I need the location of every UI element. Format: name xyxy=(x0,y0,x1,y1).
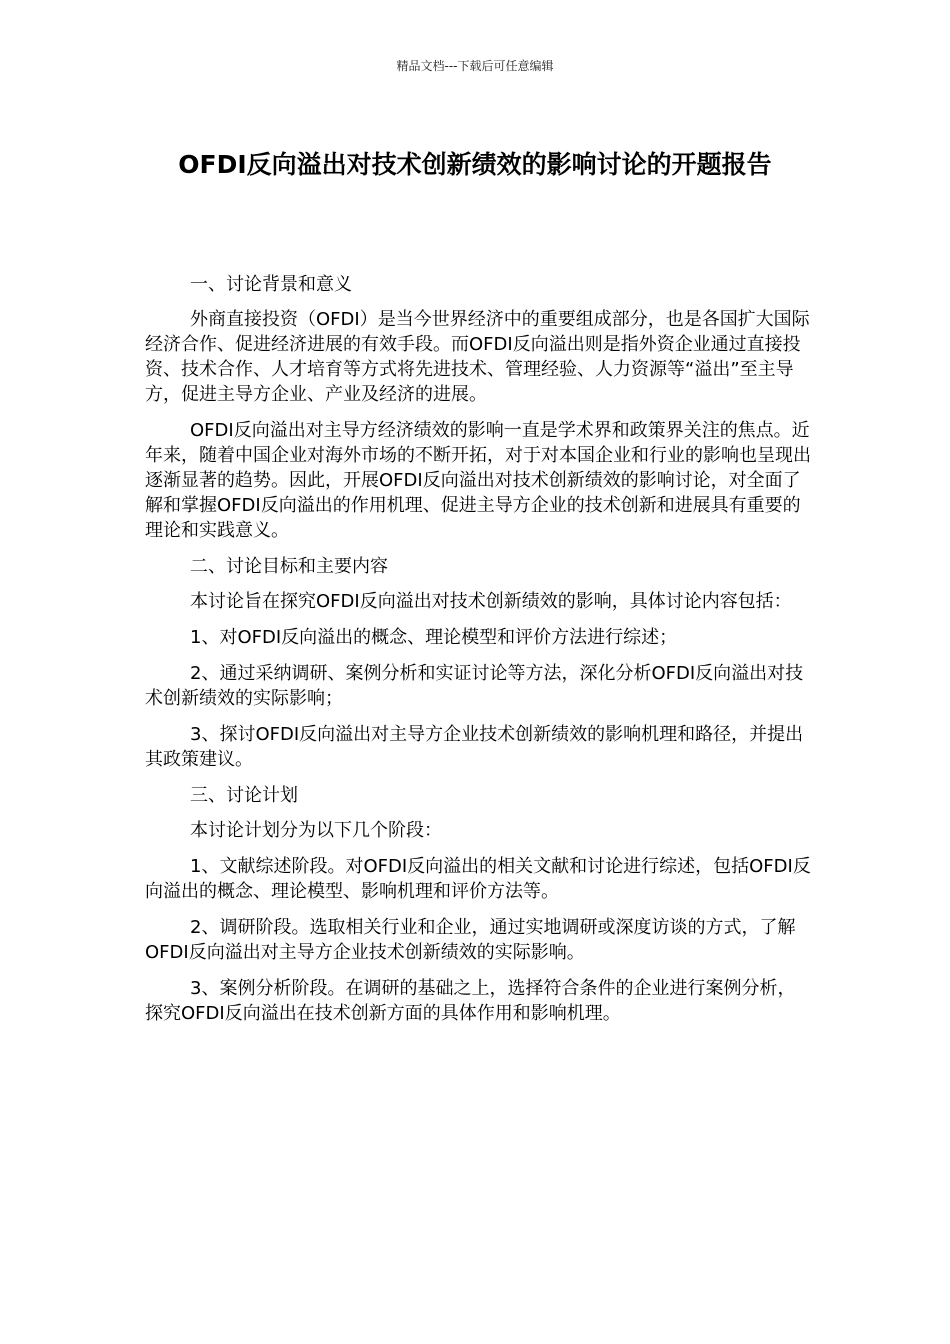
list-item: 1、文献综述阶段。对OFDI反向溢出的相关文献和讨论进行综述，包括OFDI反向溢出的概念、理论模型、影响机理和评价方法等。 xyxy=(145,856,811,902)
paragraph: 本讨论计划分为以下几个阶段： xyxy=(190,820,442,841)
list-item: 2、通过采纳调研、案例分析和实证讨论等方法，深化分析OFDI反向溢出对技术创新绩效的实际影响； xyxy=(145,663,804,709)
document-body xyxy=(145,272,813,1037)
section-heading-objectives: 二、讨论目标和主要内容 xyxy=(190,556,388,577)
paragraph: 本讨论旨在探究OFDI反向溢出对技术创新绩效的影响，具体讨论内容包括： xyxy=(190,591,792,612)
header-note: 精品文档---下载后可任意编辑 xyxy=(396,59,554,73)
paragraph: OFDI反向溢出对主导方经济绩效的影响一直是学术界和政策界关注的焦点。近年来，随着中国企业对海外市场的不断开拓，对于对本国企业和行业的影响也呈现出逐渐显著的趋势。因此，开展OFDI反向溢出对技术创新绩效的影响讨论，对全面了解和掌握OFDI反向溢出的作用机理、促进主导方企业的技术创新和进展具有重要的理论和实践意义。 xyxy=(145,420,811,541)
paragraph: 外商直接投资（OFDI）是当今世界经济中的重要组成部分，也是各国扩大国际经济合作、促进经济进展的有效手段。而OFDI反向溢出则是指外资企业通过直接投资、技术合作、人才培育等方式将先进技术、管理经验、人力资源等“溢出”至主导方，促进主导方企业、产业及经济的进展。 xyxy=(145,309,810,405)
section-heading-background: 一、讨论背景和意义 xyxy=(190,274,352,295)
list-item: 3、案例分析阶段。在调研的基础之上，选择符合条件的企业进行案例分析，探究OFDI反向溢出在技术创新方面的具体作用和影响机理。 xyxy=(145,978,796,1024)
section-heading-plan: 三、讨论计划 xyxy=(190,785,298,806)
document-title: OFDI反向溢出对技术创新绩效的影响讨论的开题报告 xyxy=(178,150,772,179)
list-item: 3、探讨OFDI反向溢出对主导方企业技术创新绩效的影响机理和路径，并提出其政策建议。 xyxy=(145,724,804,770)
list-item: 1、对OFDI反向溢出的概念、理论模型和评价方法进行综述； xyxy=(190,627,678,648)
list-item: 2、调研阶段。选取相关行业和企业，通过实地调研或深度访谈的方式，了解OFDI反向溢出对主导方企业技术创新绩效的实际影响。 xyxy=(145,917,796,963)
